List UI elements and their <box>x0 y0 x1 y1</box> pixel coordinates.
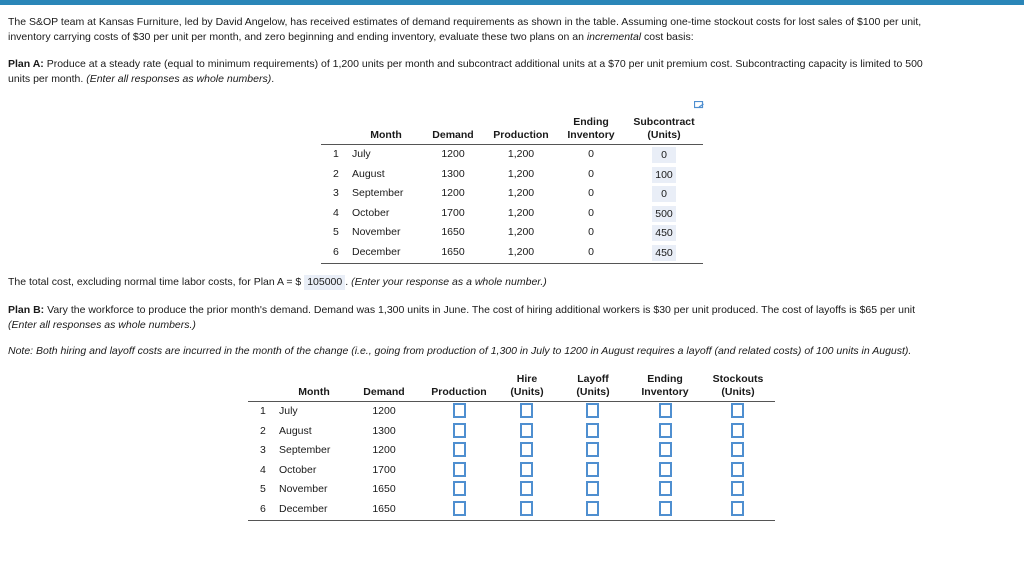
hire-input[interactable] <box>520 442 533 457</box>
production-input[interactable] <box>453 462 466 477</box>
layoff-input[interactable] <box>586 481 599 496</box>
production-cell: 1,200 <box>507 167 535 180</box>
production-cell: 1,200 <box>507 245 535 258</box>
production-input[interactable] <box>453 501 466 516</box>
ending-inventory-input[interactable] <box>659 501 672 516</box>
col-month: Month <box>298 386 330 398</box>
col-ending-inventory: Ending Inventory <box>567 116 615 141</box>
col-subcontract: Subcontract (Units) <box>633 116 695 141</box>
month-cell: November <box>279 483 328 496</box>
month-cell: November <box>352 226 401 239</box>
table-row <box>248 480 775 500</box>
row-number: 2 <box>260 424 266 437</box>
table-row <box>248 402 775 422</box>
stockouts-input[interactable] <box>731 462 744 477</box>
demand-cell: 1300 <box>372 424 396 437</box>
copy-table-icon[interactable] <box>694 101 704 109</box>
table-row <box>321 184 703 204</box>
col-month: Month <box>370 129 402 141</box>
total-cost-answer[interactable]: 105000 <box>304 275 345 290</box>
month-cell: September <box>279 444 331 457</box>
month-cell: October <box>279 463 317 476</box>
plan-b-header <box>248 369 775 402</box>
row-number: 6 <box>333 245 339 258</box>
plan-b-label: Plan B: <box>8 304 45 316</box>
layoff-input[interactable] <box>586 423 599 438</box>
month-cell: August <box>352 167 385 180</box>
col-hire: Hire (Units) <box>510 373 544 398</box>
row-number: 5 <box>260 483 266 496</box>
hire-input[interactable] <box>520 501 533 516</box>
ending-inventory-cell: 0 <box>588 245 594 258</box>
plan-a-text: Plan A: Produce at a steady rate (equal to minimum requirements) of 1,200 units per month and subcontract additional units at a $70 per unit premium cost. Subcontracting capacity is limited to 500 units per month. (Enter all responses as whole numbers). <box>8 58 923 85</box>
ending-inventory-input[interactable] <box>659 403 672 418</box>
demand-cell: 1200 <box>441 148 465 160</box>
subcontract-answer[interactable]: 450 <box>652 245 676 261</box>
table-row <box>248 461 775 481</box>
row-number: 2 <box>333 167 339 180</box>
month-cell: July <box>279 405 298 417</box>
demand-cell: 1650 <box>441 226 465 239</box>
production-input[interactable] <box>453 423 466 438</box>
layoff-input[interactable] <box>586 462 599 477</box>
col-ending-inventory: Ending Inventory <box>641 373 689 398</box>
stockouts-input[interactable] <box>731 501 744 516</box>
demand-cell: 1200 <box>441 187 465 200</box>
subcontract-answer[interactable]: 450 <box>652 225 676 241</box>
row-number: 3 <box>333 187 339 200</box>
demand-cell: 1300 <box>441 167 465 180</box>
table-row <box>248 441 775 461</box>
stockouts-input[interactable] <box>731 423 744 438</box>
production-cell: 1,200 <box>507 148 535 160</box>
ending-inventory-input[interactable] <box>659 442 672 457</box>
plan-a-header <box>321 112 703 145</box>
plan-b-table <box>248 369 775 521</box>
hire-input[interactable] <box>520 403 533 418</box>
production-cell: 1,200 <box>507 206 535 219</box>
ending-inventory-cell: 0 <box>588 167 594 180</box>
row-number: 3 <box>260 444 266 457</box>
col-demand: Demand <box>432 129 474 141</box>
stockouts-input[interactable] <box>731 442 744 457</box>
col-layoff: Layoff (Units) <box>576 373 610 398</box>
stockouts-input[interactable] <box>731 481 744 496</box>
col-stockouts: Stockouts (Units) <box>712 373 764 398</box>
col-demand: Demand <box>363 386 405 398</box>
plan-a-label: Plan A: <box>8 58 44 70</box>
row-number: 1 <box>333 148 339 160</box>
row-number: 1 <box>260 405 266 417</box>
plan-b-note: Note: Both hiring and layoff costs are incurred in the month of the change (i.e., going from production of 1,300 in July to 1200 in August requires a layoff (and related costs) of 100 units in August). <box>8 345 912 357</box>
table-row <box>321 145 703 165</box>
table-row <box>321 165 703 185</box>
subcontract-answer[interactable]: 0 <box>652 147 676 163</box>
month-cell: October <box>352 206 390 219</box>
demand-cell: 1700 <box>372 463 396 476</box>
production-input[interactable] <box>453 403 466 418</box>
col-production: Production <box>431 386 487 398</box>
hire-input[interactable] <box>520 481 533 496</box>
month-cell: December <box>352 245 401 258</box>
ending-inventory-cell: 0 <box>588 206 594 219</box>
demand-cell: 1200 <box>372 405 396 417</box>
row-number: 4 <box>260 463 266 476</box>
row-number: 5 <box>333 226 339 239</box>
ending-inventory-cell: 0 <box>588 226 594 239</box>
subcontract-answer[interactable]: 0 <box>652 186 676 202</box>
month-cell: August <box>279 424 312 437</box>
hire-input[interactable] <box>520 423 533 438</box>
demand-cell: 1200 <box>372 444 396 457</box>
hire-input[interactable] <box>520 462 533 477</box>
month-cell: September <box>352 187 404 200</box>
layoff-input[interactable] <box>586 442 599 457</box>
ending-inventory-cell: 0 <box>588 148 594 160</box>
production-input[interactable] <box>453 442 466 457</box>
production-cell: 1,200 <box>507 187 535 200</box>
plan-a-table <box>321 112 703 264</box>
stockouts-input[interactable] <box>731 403 744 418</box>
row-number: 6 <box>260 502 266 515</box>
plan-a-total: The total cost, excluding normal time labor costs, for Plan A = $ 105000 . (Enter your response as a whole number.) <box>8 276 547 288</box>
layoff-input[interactable] <box>586 501 599 516</box>
demand-cell: 1650 <box>372 502 396 515</box>
subcontract-answer[interactable]: 100 <box>652 167 676 183</box>
row-number: 4 <box>333 206 339 219</box>
top-accent-bar <box>0 0 1024 5</box>
production-input[interactable] <box>453 481 466 496</box>
table-row <box>321 243 703 263</box>
intro-text <box>8 15 921 44</box>
table-row <box>248 422 775 442</box>
subcontract-answer[interactable]: 500 <box>652 206 676 222</box>
layoff-input[interactable] <box>586 403 599 418</box>
table-row <box>248 500 775 520</box>
intro-line-1: The S&OP team at Kansas Furniture, led by David Angelow, has received estimates of demand requirements as shown in the table. Assuming one-time stockout costs for lost sales of $100 per unit, <box>8 16 922 28</box>
ending-inventory-input[interactable] <box>659 481 672 496</box>
demand-cell: 1700 <box>441 206 465 219</box>
intro-line-2: inventory carrying costs of $30 per unit per month, and zero beginning and ending inventory, evaluate these two plans on an incremental cost basis: <box>8 30 694 43</box>
col-production: Production <box>493 129 549 141</box>
plan-b-text: Plan B: Vary the workforce to produce the prior month's demand. Demand was 1,300 units in June. The cost of hiring additional workers is $30 per unit produced. The cost of layoffs is $65 per unit (Enter all responses as whole numbers.) <box>8 304 916 331</box>
table-row <box>321 204 703 224</box>
production-cell: 1,200 <box>507 226 535 239</box>
demand-cell: 1650 <box>441 245 465 258</box>
ending-inventory-cell: 0 <box>588 187 594 200</box>
table-row <box>321 223 703 243</box>
month-cell: July <box>352 148 371 160</box>
ending-inventory-input[interactable] <box>659 423 672 438</box>
ending-inventory-input[interactable] <box>659 462 672 477</box>
demand-cell: 1650 <box>372 483 396 496</box>
month-cell: December <box>279 502 328 515</box>
